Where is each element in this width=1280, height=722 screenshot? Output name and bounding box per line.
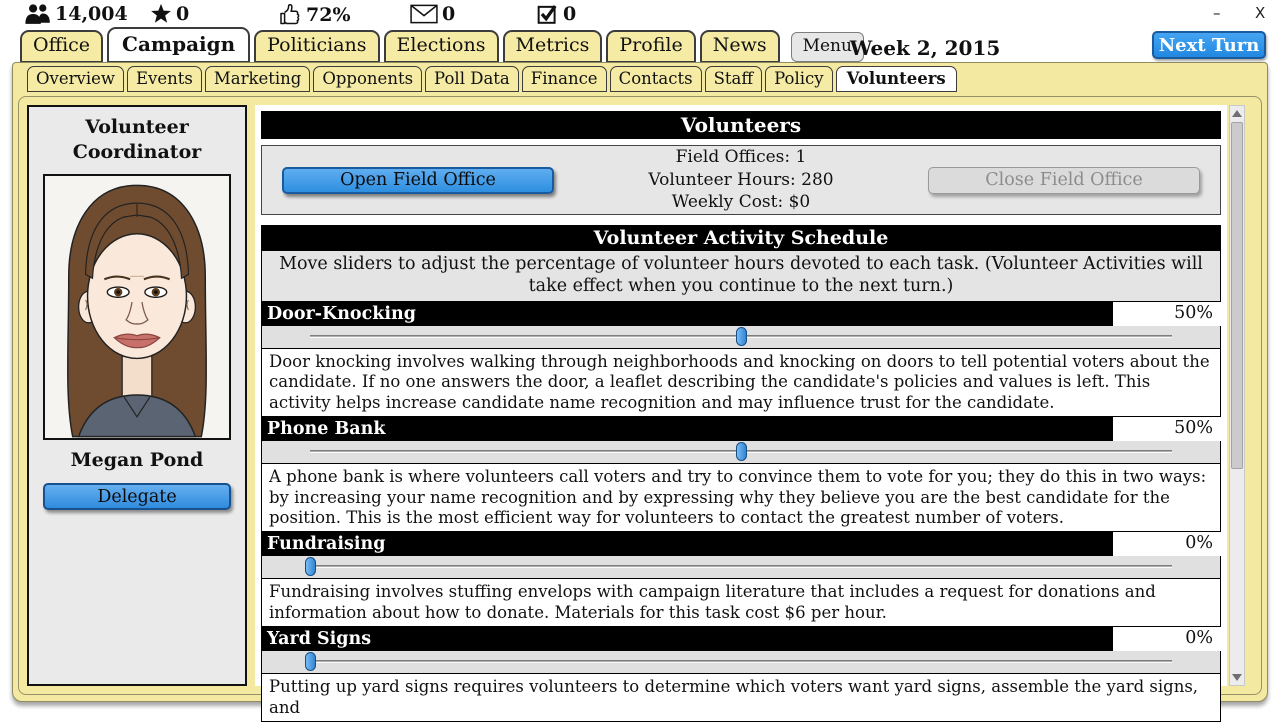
slider-handle[interactable] xyxy=(305,557,316,576)
date-label: Week 2, 2015 xyxy=(849,36,1001,60)
activity-name: Yard Signs xyxy=(267,629,372,650)
close-button[interactable]: X xyxy=(1255,4,1266,22)
coordinator-sidebar xyxy=(27,105,247,686)
main-tab-bar xyxy=(20,30,864,63)
status-bar xyxy=(0,0,1280,30)
activity-percent: 0% xyxy=(1113,532,1221,556)
tab-news[interactable]: News xyxy=(700,30,780,63)
menu-button[interactable]: Menu xyxy=(791,32,864,62)
minimize-button[interactable]: – xyxy=(1213,4,1221,22)
thumbs-up-icon xyxy=(278,3,302,27)
approval-value: 72% xyxy=(306,4,351,26)
content-scrollbar[interactable] xyxy=(1229,105,1245,686)
tab-profile[interactable]: Profile xyxy=(606,30,695,63)
activity-description: Putting up yard signs requires volunteers to determine which voters want yard signs, assemble the yard signs, and xyxy=(261,673,1221,722)
tab-office[interactable]: Office xyxy=(20,30,103,63)
portrait-illustration xyxy=(45,176,229,438)
field-office-panel xyxy=(261,145,1221,215)
subtab-finance[interactable]: Finance xyxy=(522,66,607,92)
tab-metrics[interactable]: Metrics xyxy=(503,30,603,63)
subtab-events[interactable]: Events xyxy=(127,66,202,92)
activity-percent: 50% xyxy=(1113,417,1221,441)
activity-percent: 0% xyxy=(1113,627,1221,651)
schedule-instructions: Move sliders to adjust the percentage of volunteer hours devoted to each task. (Volunteer Activities will take effect when you continue to the next turn.) xyxy=(261,251,1221,302)
activity-slider[interactable] xyxy=(261,651,1221,673)
activity-header xyxy=(261,417,1221,441)
tab-politicians[interactable]: Politicians xyxy=(254,30,379,63)
close-field-office-button[interactable]: Close Field Office xyxy=(928,167,1200,194)
activity-header xyxy=(261,302,1221,326)
activity-yard-signs xyxy=(261,627,1221,722)
volunteers-header: Volunteers xyxy=(261,111,1221,139)
reputation-value: 0 xyxy=(176,3,190,25)
subtab-policy[interactable]: Policy xyxy=(765,66,832,92)
volunteers-content xyxy=(255,105,1227,717)
tasks-stat xyxy=(537,3,576,25)
activity-fundraising xyxy=(261,532,1221,627)
field-offices-count: Field Offices: 1 xyxy=(675,147,807,168)
slider-track[interactable] xyxy=(310,660,1172,663)
activity-name: Fundraising xyxy=(267,534,386,555)
activity-header xyxy=(261,627,1221,651)
population-value: 14,004 xyxy=(55,3,128,25)
tasks-value: 0 xyxy=(563,3,577,25)
activity-slider[interactable] xyxy=(261,441,1221,463)
activity-description: Door knocking involves walking through neighborhoods and knocking on doors to tell potential voters about the candidate. If no one answers the door, a leaflet describing the candidate's policies and values is left. This activity helps increase candidate name recognition and may influence trust for the candidate. xyxy=(261,348,1221,417)
activity-slider[interactable] xyxy=(261,556,1221,578)
field-office-stats xyxy=(554,146,928,213)
activity-phone-bank xyxy=(261,417,1221,532)
campaign-panel xyxy=(12,62,1268,717)
weekly-cost: Weekly Cost: $0 xyxy=(671,192,811,213)
tab-campaign[interactable]: Campaign xyxy=(107,27,250,63)
coordinator-role-title: Volunteer Coordinator xyxy=(72,116,202,163)
delegate-button[interactable]: Delegate xyxy=(43,483,231,510)
activity-name: Door-Knocking xyxy=(267,303,416,324)
subtab-volunteers[interactable]: Volunteers xyxy=(836,66,957,92)
subtab-staff[interactable]: Staff xyxy=(705,66,763,92)
subtab-overview[interactable]: Overview xyxy=(27,66,124,92)
open-field-office-button[interactable]: Open Field Office xyxy=(282,167,554,194)
subtab-contacts[interactable]: Contacts xyxy=(610,66,702,92)
population-stat xyxy=(24,3,128,25)
schedule-header: Volunteer Activity Schedule xyxy=(261,225,1221,251)
subtab-marketing[interactable]: Marketing xyxy=(205,66,310,92)
population-icon xyxy=(24,3,51,25)
campaign-sub-tab-bar xyxy=(27,66,957,92)
slider-track[interactable] xyxy=(310,565,1172,568)
reputation-stat xyxy=(150,3,189,25)
slider-handle[interactable] xyxy=(736,327,747,346)
slider-handle[interactable] xyxy=(305,652,316,671)
coordinator-portrait xyxy=(43,174,231,440)
tab-elections[interactable]: Elections xyxy=(384,30,499,63)
volunteers-screen xyxy=(18,96,1262,717)
messages-value: 0 xyxy=(442,3,456,25)
scroll-down-arrow-icon[interactable] xyxy=(1232,674,1242,681)
envelope-icon xyxy=(410,4,438,24)
activity-description: A phone bank is where volunteers call voters and try to convince them to vote for you; they do this in two ways: by increasing your name recognition and by expressing why they believe you are the best candidate for the position. This is the most efficient way for volunteers to contact the greatest number of voters. xyxy=(261,463,1221,532)
activity-description: Fundraising involves stuffing envelops with campaign literature that includes a request for donations and information about how to donate. Materials for this task cost $6 per hour. xyxy=(261,578,1221,627)
subtab-poll-data[interactable]: Poll Data xyxy=(425,66,519,92)
activity-door-knocking xyxy=(261,302,1221,417)
star-icon xyxy=(150,3,172,25)
coordinator-name: Megan Pond xyxy=(70,449,204,472)
activity-slider[interactable] xyxy=(261,326,1221,348)
volunteer-hours: Volunteer Hours: 280 xyxy=(648,169,834,190)
next-turn-button[interactable]: Next Turn xyxy=(1152,31,1266,59)
activity-name: Phone Bank xyxy=(267,419,386,440)
approval-stat xyxy=(278,3,351,27)
messages-stat xyxy=(410,3,455,25)
activity-percent: 50% xyxy=(1113,302,1221,326)
subtab-opponents[interactable]: Opponents xyxy=(313,66,422,92)
slider-handle[interactable] xyxy=(736,442,747,461)
scroll-up-arrow-icon[interactable] xyxy=(1232,110,1242,117)
checkbox-icon xyxy=(537,3,559,25)
scrollbar-thumb[interactable] xyxy=(1231,122,1243,469)
activity-header xyxy=(261,532,1221,556)
